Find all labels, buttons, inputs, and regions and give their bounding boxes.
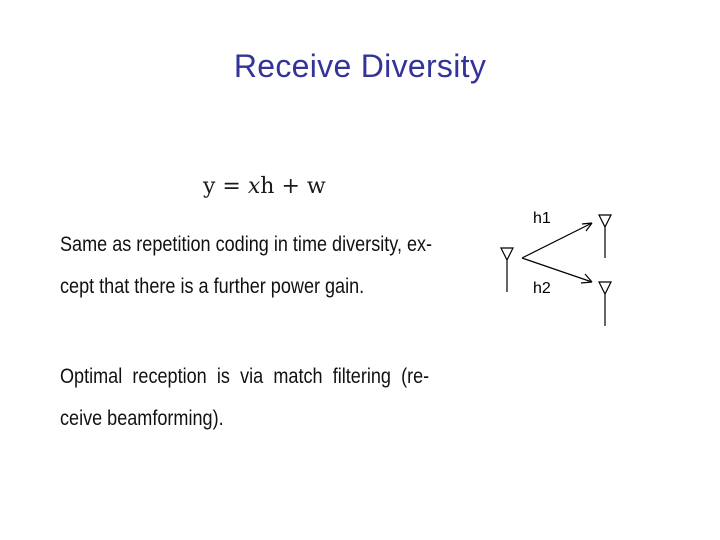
paragraph-line: Optimal reception is via match filtering (re- (60, 365, 430, 388)
equation-y: y (203, 174, 216, 199)
receive-antenna-icon (599, 215, 611, 258)
equation-equals: = (215, 174, 248, 199)
equation-w: w (306, 174, 326, 199)
paragraph-optimal-reception (60, 356, 429, 440)
paragraph-line: Same as repetition coding in time diversity, ex- (60, 233, 433, 256)
receive-antenna-icon (599, 282, 611, 326)
channel-line-h2 (522, 258, 592, 282)
paragraph-power-gain (60, 224, 432, 308)
paragraph-line: cept that there is a further power gain. (60, 275, 365, 298)
equation-plus: + (274, 174, 307, 199)
equation-h: h (260, 174, 275, 199)
equation (203, 174, 326, 199)
paragraph-line: ceive beamforming). (60, 407, 224, 430)
transmit-antenna-icon (501, 248, 513, 292)
channel-line-h1 (522, 223, 592, 258)
equation-x: x (247, 174, 261, 199)
channel-label-h2: h2 (533, 280, 551, 297)
receive-diversity-diagram (480, 200, 630, 340)
channel-label-h1: h1 (533, 210, 551, 227)
slide-title: Receive Diversity (233, 48, 487, 84)
